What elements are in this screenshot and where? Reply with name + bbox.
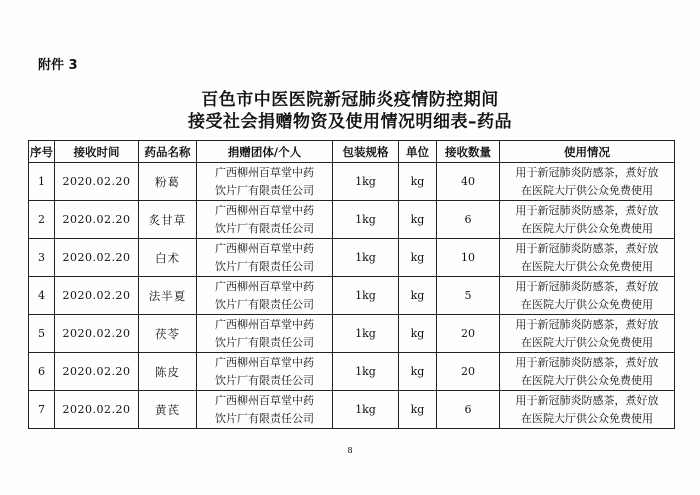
cell-donor-line: 广西柳州百草堂中药 — [215, 393, 314, 407]
cell-qty: 6 — [437, 201, 500, 239]
header-no: 序号 — [29, 141, 55, 163]
cell-donor — [197, 353, 333, 391]
cell-qty: 5 — [437, 277, 500, 315]
cell-usage-line: 用于新冠肺炎防感茶，煮好放 — [515, 165, 659, 179]
cell-no: 6 — [29, 353, 55, 391]
cell-unit: kg — [399, 391, 437, 429]
cell-usage-line: 在医院大厅供公众免费使用 — [521, 221, 653, 235]
cell-donor-line: 广西柳州百草堂中药 — [215, 317, 314, 331]
cell-no: 3 — [29, 239, 55, 277]
cell-date: 2020.02.20 — [55, 315, 139, 353]
header-usage: 使用情况 — [500, 141, 675, 163]
cell-unit: kg — [399, 201, 437, 239]
table-row — [29, 239, 675, 277]
cell-date: 2020.02.20 — [55, 201, 139, 239]
cell-qty: 20 — [437, 315, 500, 353]
table-row — [29, 391, 675, 429]
cell-donor — [197, 277, 333, 315]
cell-usage-line: 用于新冠肺炎防感茶，煮好放 — [515, 355, 659, 369]
cell-unit: kg — [399, 163, 437, 201]
cell-spec: 1kg — [333, 163, 399, 201]
cell-usage — [500, 277, 675, 315]
cell-usage — [500, 163, 675, 201]
cell-unit: kg — [399, 353, 437, 391]
cell-usage-line: 在医院大厅供公众免费使用 — [521, 373, 653, 387]
cell-usage — [500, 239, 675, 277]
cell-usage-line: 在医院大厅供公众免费使用 — [521, 335, 653, 349]
document-title-line-1: 百色市中医医院新冠肺炎疫情防控期间 — [201, 90, 499, 110]
cell-spec: 1kg — [333, 201, 399, 239]
cell-no: 5 — [29, 315, 55, 353]
cell-unit: kg — [399, 239, 437, 277]
cell-medicine-name: 茯苓 — [139, 315, 197, 353]
cell-spec: 1kg — [333, 391, 399, 429]
cell-donor-line: 饮片厂有限责任公司 — [215, 373, 314, 387]
cell-medicine-name: 粉葛 — [139, 163, 197, 201]
cell-usage-line: 在医院大厅供公众免费使用 — [521, 183, 653, 197]
cell-donor-line: 饮片厂有限责任公司 — [215, 221, 314, 235]
cell-qty: 10 — [437, 239, 500, 277]
cell-donor — [197, 201, 333, 239]
cell-spec: 1kg — [333, 239, 399, 277]
table-row — [29, 163, 675, 201]
cell-usage-line: 在医院大厅供公众免费使用 — [521, 259, 653, 273]
cell-donor-line: 饮片厂有限责任公司 — [215, 183, 314, 197]
cell-date: 2020.02.20 — [55, 391, 139, 429]
table-row — [29, 277, 675, 315]
cell-qty: 40 — [437, 163, 500, 201]
cell-unit: kg — [399, 277, 437, 315]
cell-no: 1 — [29, 163, 55, 201]
cell-donor — [197, 391, 333, 429]
cell-medicine-name: 白术 — [139, 239, 197, 277]
cell-unit: kg — [399, 315, 437, 353]
cell-medicine-name: 炙甘草 — [139, 201, 197, 239]
cell-usage-line: 用于新冠肺炎防感茶，煮好放 — [515, 241, 659, 255]
cell-no: 7 — [29, 391, 55, 429]
cell-donor-line: 广西柳州百草堂中药 — [215, 355, 314, 369]
cell-date: 2020.02.20 — [55, 239, 139, 277]
cell-medicine-name: 黄芪 — [139, 391, 197, 429]
cell-usage-line: 在医院大厅供公众免费使用 — [521, 297, 653, 311]
cell-donor-line: 饮片厂有限责任公司 — [215, 259, 314, 273]
cell-no: 4 — [29, 277, 55, 315]
cell-donor — [197, 239, 333, 277]
cell-usage — [500, 315, 675, 353]
header-date: 接收时间 — [55, 141, 139, 163]
cell-usage-line: 用于新冠肺炎防感茶，煮好放 — [515, 203, 659, 217]
cell-date: 2020.02.20 — [55, 277, 139, 315]
cell-usage — [500, 353, 675, 391]
cell-donor — [197, 315, 333, 353]
cell-usage-line: 在医院大厅供公众免费使用 — [521, 411, 653, 425]
header-qty: 接收数量 — [437, 141, 500, 163]
cell-usage — [500, 201, 675, 239]
cell-date: 2020.02.20 — [55, 353, 139, 391]
cell-usage — [500, 391, 675, 429]
page-number: 8 — [347, 446, 353, 455]
cell-date: 2020.02.20 — [55, 163, 139, 201]
cell-donor-line: 广西柳州百草堂中药 — [215, 279, 314, 293]
cell-medicine-name: 陈皮 — [139, 353, 197, 391]
cell-usage-line: 用于新冠肺炎防感茶，煮好放 — [515, 279, 659, 293]
cell-qty: 6 — [437, 391, 500, 429]
table-header-row — [29, 141, 675, 163]
cell-donor-line: 广西柳州百草堂中药 — [215, 241, 314, 255]
cell-donor-line: 广西柳州百草堂中药 — [215, 165, 314, 179]
cell-usage-line: 用于新冠肺炎防感茶，煮好放 — [515, 317, 659, 331]
header-unit: 单位 — [399, 141, 437, 163]
header-donor: 捐赠团体/个人 — [197, 141, 333, 163]
cell-donor-line: 饮片厂有限责任公司 — [215, 335, 314, 349]
header-spec: 包装规格 — [333, 141, 399, 163]
table-row — [29, 353, 675, 391]
cell-spec: 1kg — [333, 353, 399, 391]
cell-donor-line: 饮片厂有限责任公司 — [215, 297, 314, 311]
cell-donor-line: 饮片厂有限责任公司 — [215, 411, 314, 425]
header-name: 药品名称 — [139, 141, 197, 163]
table-row — [29, 201, 675, 239]
document-title-line-2: 接受社会捐赠物资及使用情况明细表–药品 — [188, 112, 512, 132]
cell-donor — [197, 163, 333, 201]
cell-qty: 20 — [437, 353, 500, 391]
cell-usage-line: 用于新冠肺炎防感茶，煮好放 — [515, 393, 659, 407]
cell-donor-line: 广西柳州百草堂中药 — [215, 203, 314, 217]
attachment-label: 附件 3 — [38, 58, 78, 73]
cell-spec: 1kg — [333, 277, 399, 315]
donation-table — [28, 140, 675, 429]
cell-spec: 1kg — [333, 315, 399, 353]
cell-medicine-name: 法半夏 — [139, 277, 197, 315]
cell-no: 2 — [29, 201, 55, 239]
table-row — [29, 315, 675, 353]
